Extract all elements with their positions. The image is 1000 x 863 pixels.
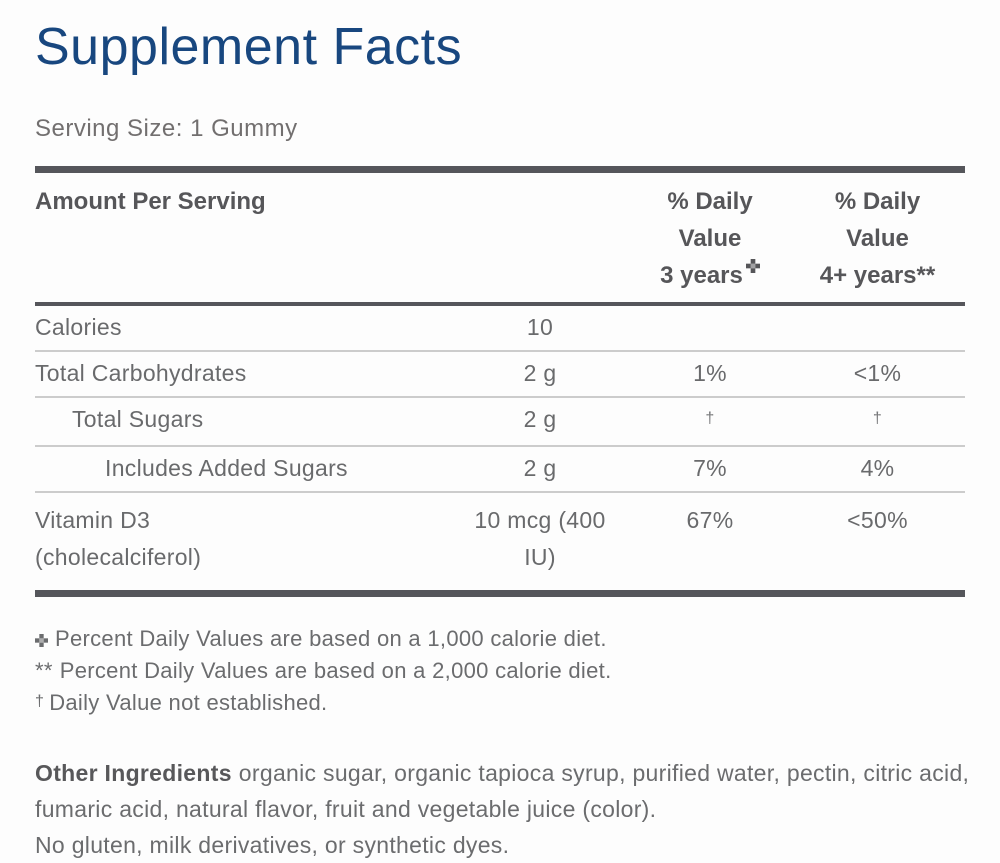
daily-value-3years: 67%	[686, 506, 734, 533]
daily-value-4plus: †	[872, 409, 883, 427]
table-row-total-sugars	[35, 398, 965, 447]
table-top-rule	[35, 166, 965, 173]
nutrient-amount: 10	[526, 313, 554, 340]
nutrient-amount: 10 mcg (400 IU)	[474, 506, 606, 570]
nutrient-amount: 2 g	[523, 405, 557, 432]
other-ingredients-list: organic sugar, organic tapioca syrup, purified water, pectin, citric acid, fumaric acid, natural flavor, fruit and vegetable juice (color).	[35, 759, 970, 822]
table-header-row	[35, 173, 965, 302]
footnote-dagger: † Daily Value not established.	[35, 689, 328, 715]
allergen-statement: No gluten, milk derivatives, or synthetic dyes.	[35, 831, 510, 858]
table-bottom-rule	[35, 590, 965, 597]
footnotes	[35, 623, 965, 722]
footnote-cross: Percent Daily Values are based on a 1,000 calorie diet.	[35, 623, 965, 655]
table-row-vitamin-d3	[35, 493, 965, 590]
nutrient-amount: 2 g	[523, 359, 557, 386]
page-title: Supplement Facts	[35, 18, 463, 76]
daily-value-3years: †	[705, 409, 715, 427]
table-row-calories	[35, 306, 965, 352]
daily-value-4plus: 4%	[860, 454, 895, 481]
open-centre-cross-icon	[35, 624, 48, 656]
footnote-double-asterisk: ** Percent Daily Values are based on a 2,000 calorie diet.	[35, 657, 612, 683]
column-header-daily-value-3years: % Daily Value 3 years	[630, 183, 790, 294]
daily-value-3years: 7%	[693, 454, 727, 481]
daily-value-4plus: <50%	[847, 506, 908, 533]
daily-value-3years: 1%	[693, 359, 727, 386]
open-centre-cross-icon	[746, 247, 760, 284]
nutrient-amount: 2 g	[523, 454, 557, 481]
column-header-amount-per-serving: Amount Per Serving	[35, 187, 266, 215]
other-ingredients	[35, 755, 975, 863]
serving-size-text: Serving Size: 1 Gummy	[35, 114, 298, 142]
table-row-total-carbohydrates	[35, 352, 965, 398]
other-ingredients-label: Other Ingredients	[35, 759, 232, 786]
nutrient-name: Vitamin D3 (cholecalciferol)	[35, 506, 202, 570]
nutrient-name: Includes Added Sugars	[105, 454, 348, 481]
table-row-added-sugars	[35, 447, 965, 493]
nutrient-name: Total Carbohydrates	[35, 359, 247, 386]
column-header-daily-value-4plus: % Daily Value 4+ years**	[819, 187, 936, 289]
daily-value-4plus: <1%	[853, 359, 902, 386]
nutrient-name: Total Sugars	[72, 405, 204, 432]
nutrient-name: Calories	[35, 313, 122, 340]
